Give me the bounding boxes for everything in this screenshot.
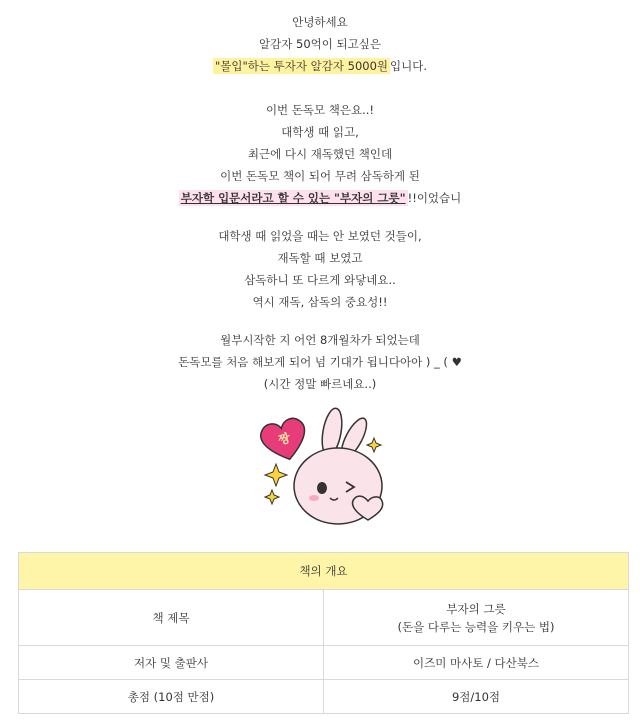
heart-icon xyxy=(258,416,311,465)
highlighted-text: "몰입"하는 투자자 알감자 5000원 xyxy=(215,59,389,73)
reflection-line: 삼독하니 또 다르게 와닿네요.. xyxy=(244,273,396,287)
table-row xyxy=(19,646,629,680)
intro-suffix: 입니다. xyxy=(390,59,427,73)
row-label: 총점 (10점 만점) xyxy=(19,680,324,714)
story-line: 이번 돈독모 책이 되어 무려 삼독하게 된 xyxy=(220,169,420,183)
book-overview-table xyxy=(18,552,629,714)
sparkle-icon xyxy=(367,438,381,452)
table-header: 책의 개요 xyxy=(19,553,629,590)
greeting-line: 안녕하세요 xyxy=(292,15,348,29)
story-line: 이번 돈독모 책은요..! xyxy=(265,103,375,117)
row-value: 9점/10점 xyxy=(324,680,629,714)
row-label: 책 제목 xyxy=(19,590,324,646)
book-title: 부자의 그릇 xyxy=(446,601,506,616)
row-value xyxy=(324,590,629,646)
story-line: 최근에 다시 재독했던 책인데 xyxy=(247,147,393,161)
reflection-line: 대학생 때 읽었을 때는 안 보였던 것들이, xyxy=(218,229,422,243)
story-line: 대학생 때 읽고, xyxy=(281,125,359,139)
intro-line: 알감자 50억이 되고싶은 xyxy=(259,37,381,51)
table-row xyxy=(19,680,629,714)
closing-line: (시간 정말 빠르네요..) xyxy=(263,377,377,391)
sparkle-icon xyxy=(265,464,287,486)
story-suffix: !!이었습니 xyxy=(407,191,462,205)
bunny-heart-sticker-icon xyxy=(250,402,390,532)
highlighted-text: 부자학 입문서라고 할 수 있는 "부자의 그릇" xyxy=(180,191,406,205)
table-row xyxy=(19,590,629,646)
badge-text: 짱 xyxy=(276,430,292,448)
closing-line: 월부시작한 지 어언 8개월차가 되었는데 xyxy=(220,333,420,347)
intro-highlight-line xyxy=(0,56,640,76)
reflection-line: 재독할 때 보였고 xyxy=(277,251,363,265)
reflection-line: 역시 재독, 삼독의 중요성!! xyxy=(252,295,388,309)
story-highlight-line xyxy=(0,188,640,208)
row-value: 이즈미 마사토 / 다산북스 xyxy=(324,646,629,680)
closing-line: 돈독모를 처음 해보게 되어 넘 기대가 됩니다아아 ) _ ( ♥ xyxy=(178,355,462,369)
book-subtitle: (돈을 다루는 능력을 키우는 법) xyxy=(397,619,555,634)
row-label: 저자 및 출판사 xyxy=(19,646,324,680)
sparkle-icon xyxy=(265,490,279,504)
